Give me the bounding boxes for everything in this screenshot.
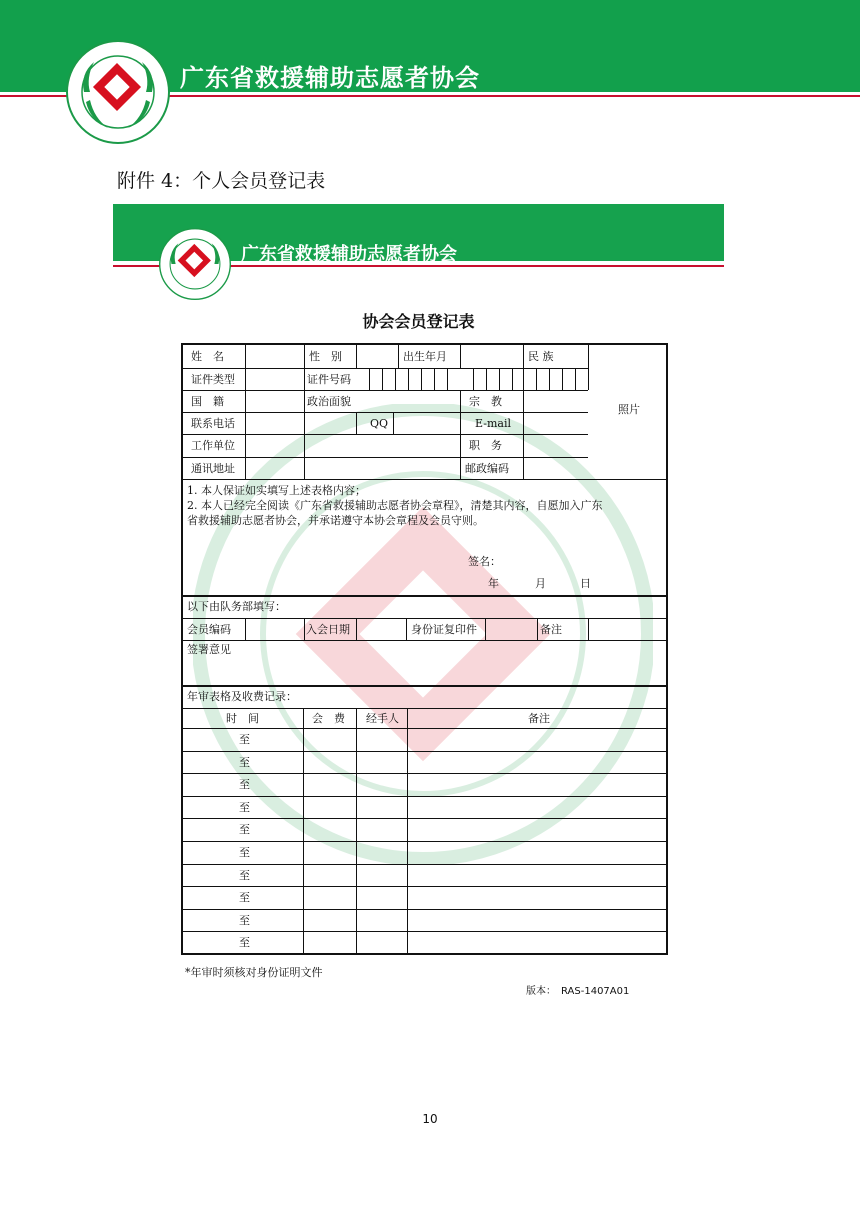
label-member-no: 会员编码 bbox=[187, 623, 231, 636]
annual-header-handler: 经手人 bbox=[366, 712, 399, 725]
annual-row-time: 至 bbox=[239, 914, 250, 927]
date-year: 年 bbox=[488, 577, 499, 590]
label-political: 政治面貌 bbox=[307, 395, 351, 408]
label-gender: 性 别 bbox=[309, 350, 342, 363]
label-address: 通讯地址 bbox=[191, 462, 235, 475]
label-religion: 宗 教 bbox=[469, 395, 502, 408]
annual-row-time: 至 bbox=[239, 778, 250, 791]
annual-header-time: 时 间 bbox=[226, 712, 259, 725]
label-birth: 出生年月 bbox=[403, 350, 447, 363]
annual-row-divider bbox=[183, 909, 668, 910]
label-sign-opinion: 签署意见 bbox=[187, 643, 231, 656]
annual-row-time: 至 bbox=[239, 846, 250, 859]
signature-label: 签名： bbox=[468, 555, 501, 568]
label-ethnicity: 民 族 bbox=[528, 350, 554, 363]
annual-row-time: 至 bbox=[239, 801, 250, 814]
label-email: E-mail bbox=[475, 417, 511, 430]
annual-row-divider bbox=[183, 751, 668, 752]
label-join-date: 入会日期 bbox=[306, 623, 350, 636]
label-id-number: 证件号码 bbox=[307, 373, 351, 386]
dept-section-title: 以下由队务部填写： bbox=[187, 600, 286, 613]
date-day: 日 bbox=[580, 577, 591, 590]
label-phone: 联系电话 bbox=[191, 417, 235, 430]
declaration-line-2: 2. 本人已经完全阅读《广东省救援辅助志愿者协会章程》，清楚其内容，自愿加入广东 bbox=[187, 499, 603, 512]
label-id-type: 证件类型 bbox=[191, 373, 235, 386]
header-org-name: 广东省救援辅助志愿者协会 bbox=[180, 63, 480, 92]
annual-row-time: 至 bbox=[239, 733, 250, 746]
annual-row-divider bbox=[183, 728, 668, 729]
annual-row-divider bbox=[183, 841, 668, 842]
annual-row-time: 至 bbox=[239, 869, 250, 882]
label-remarks: 备注 bbox=[540, 623, 562, 636]
label-id-copy: 身份证复印件 bbox=[411, 623, 477, 636]
annual-header-fee: 会 费 bbox=[312, 712, 345, 725]
label-name: 姓 名 bbox=[191, 350, 224, 363]
annual-row-time: 至 bbox=[239, 891, 250, 904]
declaration-line-3: 省救援辅助志愿者协会，并承诺遵守本协会章程及会员守则。 bbox=[187, 514, 484, 527]
association-logo bbox=[66, 40, 170, 144]
member-registration-form-scan bbox=[113, 204, 724, 1004]
annual-section-title: 年审表格及收费记录： bbox=[187, 690, 297, 703]
annual-row-divider bbox=[183, 796, 668, 797]
scan-logo bbox=[159, 228, 231, 300]
annual-row-divider bbox=[183, 931, 668, 932]
page-number: 10 bbox=[422, 1112, 438, 1126]
annual-row-time: 至 bbox=[239, 823, 250, 836]
annual-row-divider bbox=[183, 818, 668, 819]
registration-table bbox=[181, 343, 668, 955]
annual-header-note: 备注 bbox=[528, 712, 550, 725]
annual-row-divider bbox=[183, 773, 668, 774]
label-postcode: 邮政编码 bbox=[465, 462, 509, 475]
attachment-title: 附件 4：个人会员登记表 bbox=[117, 170, 326, 192]
label-nationality: 国 籍 bbox=[191, 395, 224, 408]
form-version: 版本： RAS-1407A01 bbox=[526, 986, 630, 997]
annual-row-time: 至 bbox=[239, 756, 250, 769]
date-month: 月 bbox=[535, 577, 546, 590]
annual-row-divider bbox=[183, 864, 668, 865]
annual-row-divider bbox=[183, 886, 668, 887]
scan-org-name: 广东省救援辅助志愿者协会 bbox=[241, 244, 457, 265]
label-position: 职 务 bbox=[469, 439, 502, 452]
label-qq: QQ bbox=[370, 417, 389, 430]
label-photo: 照片 bbox=[618, 403, 640, 416]
label-employer: 工作单位 bbox=[191, 439, 235, 452]
annual-row-time: 至 bbox=[239, 936, 250, 949]
declaration-line-1: 1. 本人保证如实填写上述表格内容； bbox=[187, 484, 366, 497]
form-title: 协会会员登记表 bbox=[362, 312, 475, 331]
form-footnote: *年审时须核对身份证明文件 bbox=[185, 966, 323, 979]
